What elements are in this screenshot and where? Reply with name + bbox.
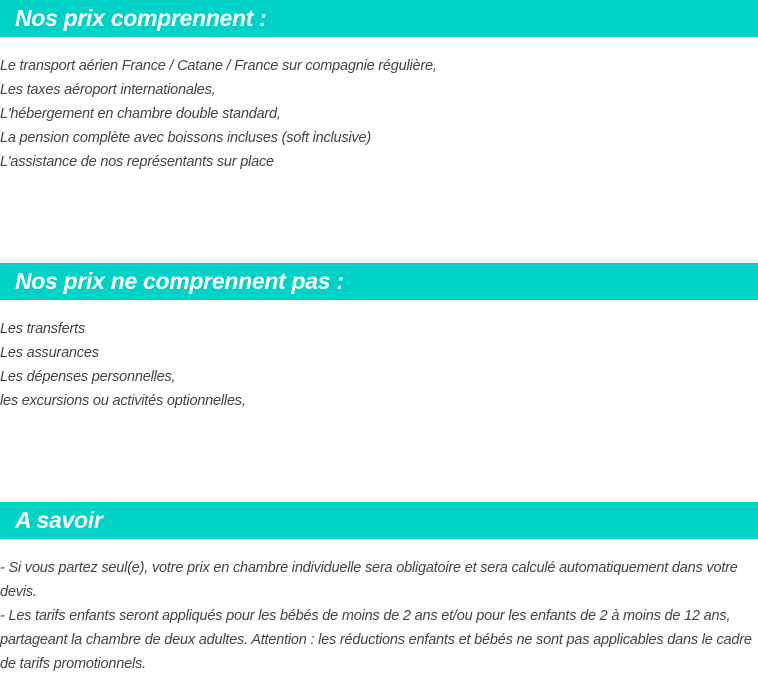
section-header-included: [0, 0, 758, 37]
note-paragraph: - Si vous partez seul(e), votre prix en chambre individuelle sera obligatoire et sera calculé automatiquement dans votre devis.: [0, 560, 738, 600]
section-title-not-included: Nos prix ne comprennent pas :: [15, 268, 344, 294]
list-item: Les transferts: [0, 321, 86, 337]
list-item: les excursions ou activités optionnelles,: [0, 393, 246, 409]
list-item: Le transport aérien France / Catane / France sur compagnie régulière,: [0, 58, 437, 74]
list-item: Les assurances: [0, 345, 99, 361]
list-item: L'assistance de nos représentants sur place: [0, 154, 274, 170]
not-included-list: [0, 317, 758, 413]
section-title-included: Nos prix comprennent :: [15, 5, 267, 31]
section-title-good-to-know: A savoir: [15, 507, 103, 533]
list-item: Les dépenses personnelles,: [0, 369, 176, 385]
included-list: [0, 54, 758, 174]
good-to-know-notes: [0, 556, 758, 676]
note-paragraph: - Les tarifs enfants seront appliqués pour les bébés de moins de 2 ans et/ou pour les enfants de 2 à moins de 12 ans, partageant la chambre de deux adultes. Attention : les réductions enfants et bébés ne sont pas applicables dans le cadre de tarifs promotionnels.: [0, 608, 752, 672]
section-header-not-included: [0, 263, 758, 300]
list-item: Les taxes aéroport internationales,: [0, 82, 216, 98]
section-header-good-to-know: [0, 502, 758, 539]
list-item: La pension complète avec boissons incluses (soft inclusive): [0, 130, 372, 146]
list-item: L'hébergement en chambre double standard,: [0, 106, 281, 122]
